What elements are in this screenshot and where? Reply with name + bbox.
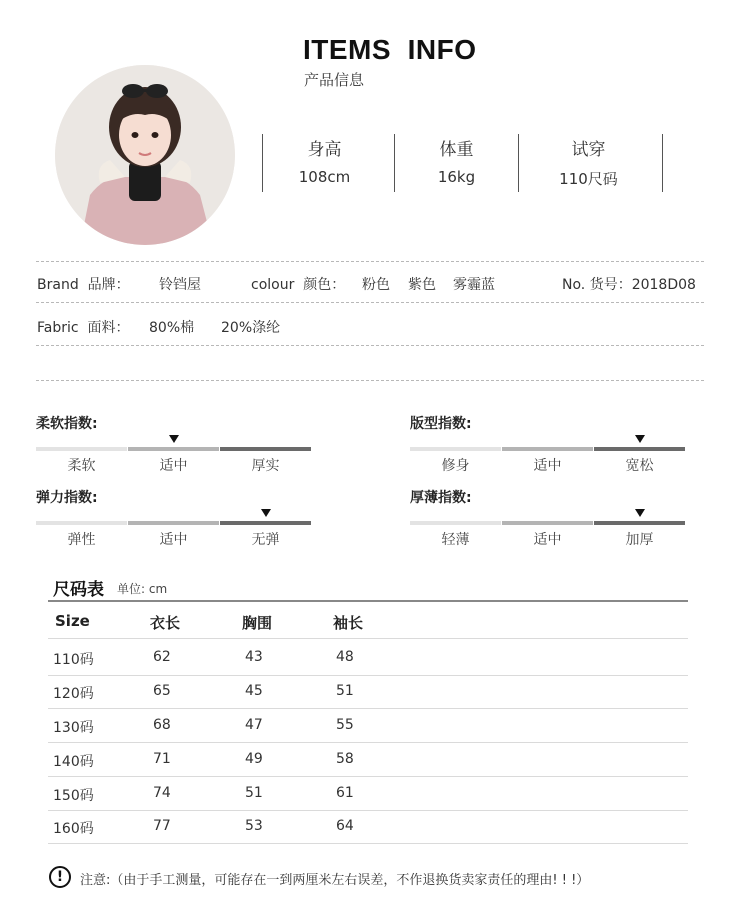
size-cell: 110码 — [53, 652, 94, 668]
selected-marker-icon — [635, 509, 645, 517]
fabric-value: 80%棉 — [149, 320, 195, 336]
table-rule — [48, 638, 688, 639]
fabric-label: Fabric 面料： — [37, 320, 130, 336]
stat-value: 110尺码 — [559, 170, 618, 188]
measurement-cell: 68 — [153, 717, 171, 733]
index-option-label: 加厚 — [625, 532, 654, 548]
size-cell: 150码 — [53, 788, 94, 804]
index-scale-segment — [36, 447, 127, 451]
table-rule — [48, 675, 688, 676]
size-cell: 130码 — [53, 720, 94, 736]
measurement-cell: 55 — [336, 717, 354, 733]
table-rule — [48, 708, 688, 709]
size-cell: 120码 — [53, 686, 94, 702]
divider — [36, 302, 704, 303]
index-option-label: 柔软 — [67, 458, 96, 474]
size-chart-unit: 单位: cm — [117, 582, 168, 596]
selected-marker-icon — [261, 509, 271, 517]
table-top-rule — [48, 600, 688, 602]
size-chart-title: 尺码表 — [53, 580, 104, 600]
stat-label: 试穿 — [571, 140, 606, 160]
index-title: 柔软指数: — [36, 416, 98, 432]
measurement-cell: 62 — [153, 649, 171, 665]
index-option-label: 无弹 — [251, 532, 280, 548]
measurement-cell: 49 — [245, 751, 263, 767]
stat-divider — [662, 134, 663, 192]
index-scale-segment — [502, 521, 593, 525]
measurement-cell: 53 — [245, 818, 263, 834]
stat-value: 16kg — [437, 168, 476, 186]
table-header: 袖长 — [333, 614, 364, 632]
measurement-cell: 74 — [153, 785, 171, 801]
index-title: 版型指数: — [410, 416, 472, 432]
index-option-label: 适中 — [159, 458, 188, 474]
index-title: 弹力指数: — [36, 490, 98, 506]
index-scale-segment — [594, 521, 685, 525]
index-scale-segment — [36, 521, 127, 525]
selected-marker-icon — [169, 435, 179, 443]
measurement-cell: 61 — [336, 785, 354, 801]
model-photo — [55, 65, 235, 245]
measurement-cell: 71 — [153, 751, 171, 767]
index-option-label: 宽松 — [625, 458, 654, 474]
fabric-value: 20%涤纶 — [221, 320, 281, 336]
index-option-label: 弹性 — [67, 532, 96, 548]
stat-weight — [394, 135, 519, 186]
colour-label: colour 颜色： — [251, 277, 346, 293]
measurement-cell: 43 — [245, 649, 263, 665]
table-rule — [48, 742, 688, 743]
table-header: 胸围 — [242, 614, 273, 632]
measurement-cell: 65 — [153, 683, 171, 699]
index-option-label: 适中 — [533, 532, 562, 548]
measurement-cell: 45 — [245, 683, 263, 699]
stat-height — [262, 135, 387, 186]
index-scale-segment — [220, 521, 311, 525]
index-option-label: 适中 — [159, 532, 188, 548]
index-scale-segment — [410, 447, 501, 451]
measurement-cell: 51 — [245, 785, 263, 801]
stat-tryon — [526, 135, 651, 189]
index-option-label: 轻薄 — [441, 532, 470, 548]
index-scale-segment — [502, 447, 593, 451]
divider — [36, 380, 704, 381]
index-option-label: 适中 — [533, 458, 562, 474]
disclaimer-note: 注意:（由于手工测量，可能存在一到两厘米左右误差，不作退换货卖家责任的理由! ! !） — [80, 873, 590, 888]
colour-value: 粉色 — [362, 277, 390, 293]
measurement-cell: 48 — [336, 649, 354, 665]
brand-value: 铃铛屋 — [159, 277, 201, 293]
measurement-cell: 77 — [153, 818, 171, 834]
size-cell: 160码 — [53, 821, 94, 837]
table-header: 衣长 — [150, 614, 181, 632]
selected-marker-icon — [635, 435, 645, 443]
index-scale-segment — [128, 447, 219, 451]
colour-value: 紫色 — [408, 277, 436, 293]
index-title: 厚薄指数: — [410, 490, 472, 506]
exclamation-icon: ! — [49, 866, 71, 888]
index-option-label: 厚实 — [251, 458, 280, 474]
index-scale-segment — [410, 521, 501, 525]
page-title: ITEMS INFO — [303, 34, 477, 65]
table-rule — [48, 843, 688, 844]
size-cell: 140码 — [53, 754, 94, 770]
stat-label: 体重 — [439, 140, 474, 160]
table-rule — [48, 776, 688, 777]
colour-value: 雾霾蓝 — [453, 277, 495, 293]
page-subtitle: 产品信息 — [304, 71, 365, 89]
table-rule — [48, 810, 688, 811]
measurement-cell: 51 — [336, 683, 354, 699]
brand-label: Brand 品牌： — [37, 277, 130, 293]
divider — [36, 345, 704, 346]
measurement-cell: 58 — [336, 751, 354, 767]
stat-label: 身高 — [307, 140, 342, 160]
index-scale-segment — [594, 447, 685, 451]
index-scale-segment — [128, 521, 219, 525]
item-number: No. 货号：2018D08 — [562, 277, 696, 293]
measurement-cell: 47 — [245, 717, 263, 733]
measurement-cell: 64 — [336, 818, 354, 834]
divider — [36, 261, 704, 262]
table-header: Size — [55, 612, 90, 630]
index-scale-segment — [220, 447, 311, 451]
stat-divider — [518, 134, 519, 192]
index-option-label: 修身 — [441, 458, 470, 474]
stat-value: 108cm — [298, 168, 351, 186]
